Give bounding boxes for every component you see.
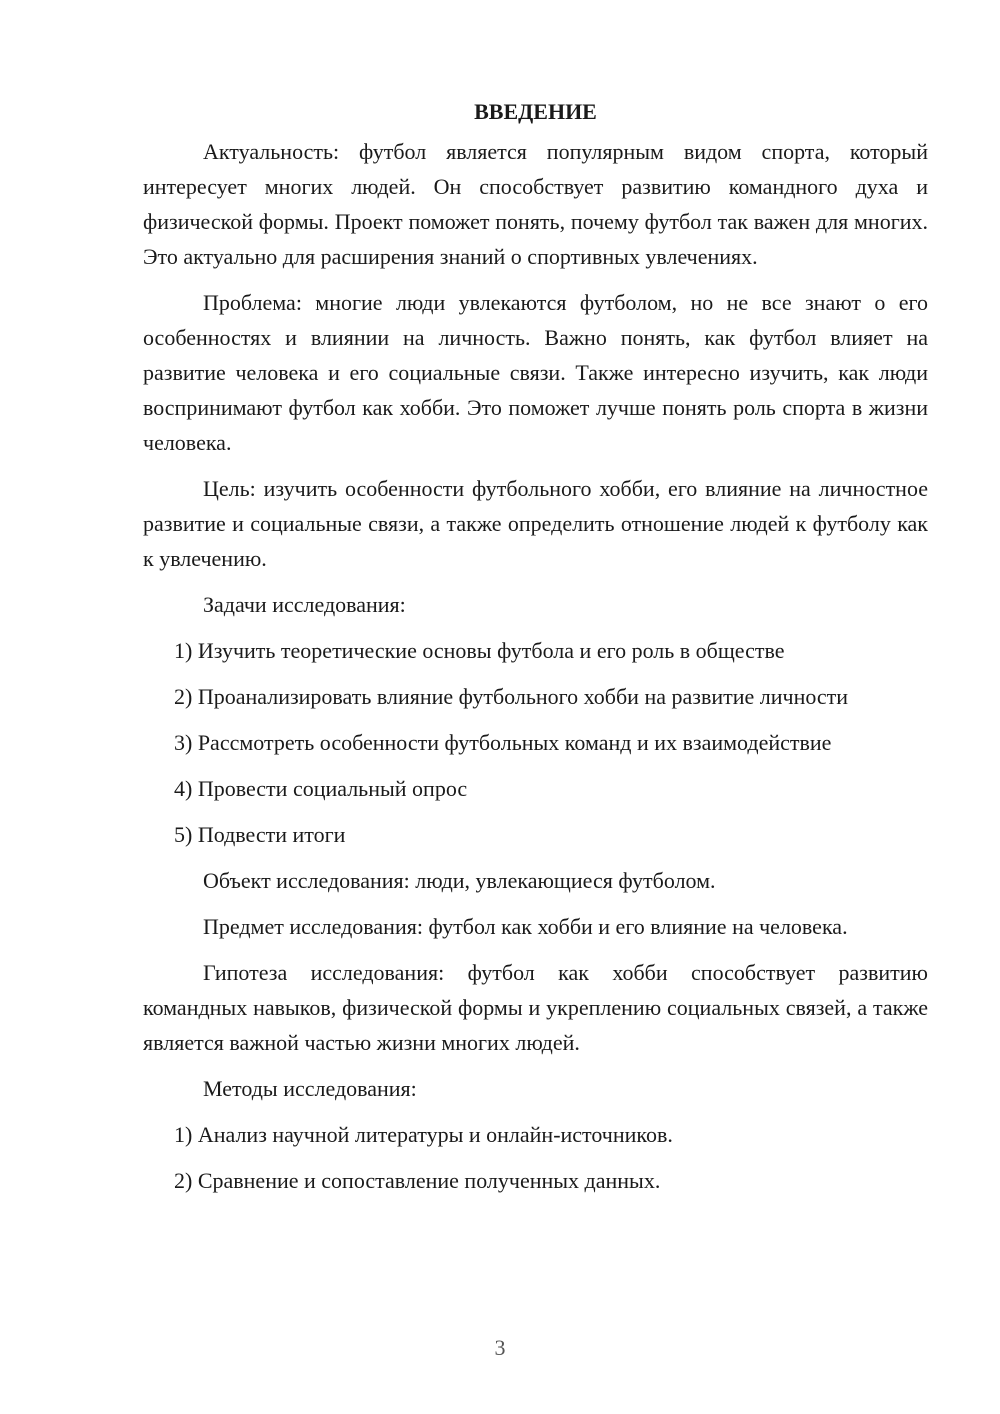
task-item-1: 1) Изучить теоретические основы футбола и его роль в обществе	[174, 638, 785, 663]
paragraph-goal: Цель: изучить особенности футбольного хобби, его влияние на личностное развитие и социальные связи, а также определить отношение людей к футболу как к увлечению.	[143, 476, 928, 571]
document-page	[143, 94, 928, 1209]
paragraph-hypothesis: Гипотеза исследования: футбол как хобби способствует развитию командных навыков, физической формы и укреплению социальных связей, а также является важной частью жизни многих людей.	[143, 960, 928, 1055]
paragraph-relevance: Актуальность: футбол является популярным видом спорта, который интересует многих людей. Он способствует развитию командного духа и физической формы. Проект поможет понять, почему футбол так важен для многих. Это актуально для расширения знаний о спортивных увлечениях.	[143, 139, 928, 269]
task-item-4: 4) Провести социальный опрос	[174, 776, 468, 801]
method-item-2: 2) Сравнение и сопоставление полученных данных.	[174, 1168, 661, 1193]
paragraph-methods-heading: Методы исследования:	[203, 1076, 417, 1101]
section-title: ВВЕДЕНИЕ	[474, 99, 597, 124]
paragraph-tasks-heading: Задачи исследования:	[203, 592, 406, 617]
method-item-1: 1) Анализ научной литературы и онлайн-источников.	[174, 1122, 673, 1147]
paragraph-object: Объект исследования: люди, увлекающиеся футболом.	[203, 868, 716, 893]
task-item-3: 3) Рассмотреть особенности футбольных команд и их взаимодействие	[174, 730, 832, 755]
paragraph-problem: Проблема: многие люди увлекаются футболом, но не все знают о его особенностях и влиянии на личность. Важно понять, как футбол влияет на развитие человека и его социальные связи. Также интересно изучить, как люди воспринимают футбол как хобби. Это поможет лучше понять роль спорта в жизни человека.	[143, 290, 928, 455]
task-item-2: 2) Проанализировать влияние футбольного хобби на развитие личности	[174, 684, 849, 709]
task-item-5: 5) Подвести итоги	[174, 822, 346, 847]
page-number: 3	[494, 1335, 506, 1360]
paragraph-subject: Предмет исследования: футбол как хобби и его влияние на человека.	[203, 914, 848, 939]
